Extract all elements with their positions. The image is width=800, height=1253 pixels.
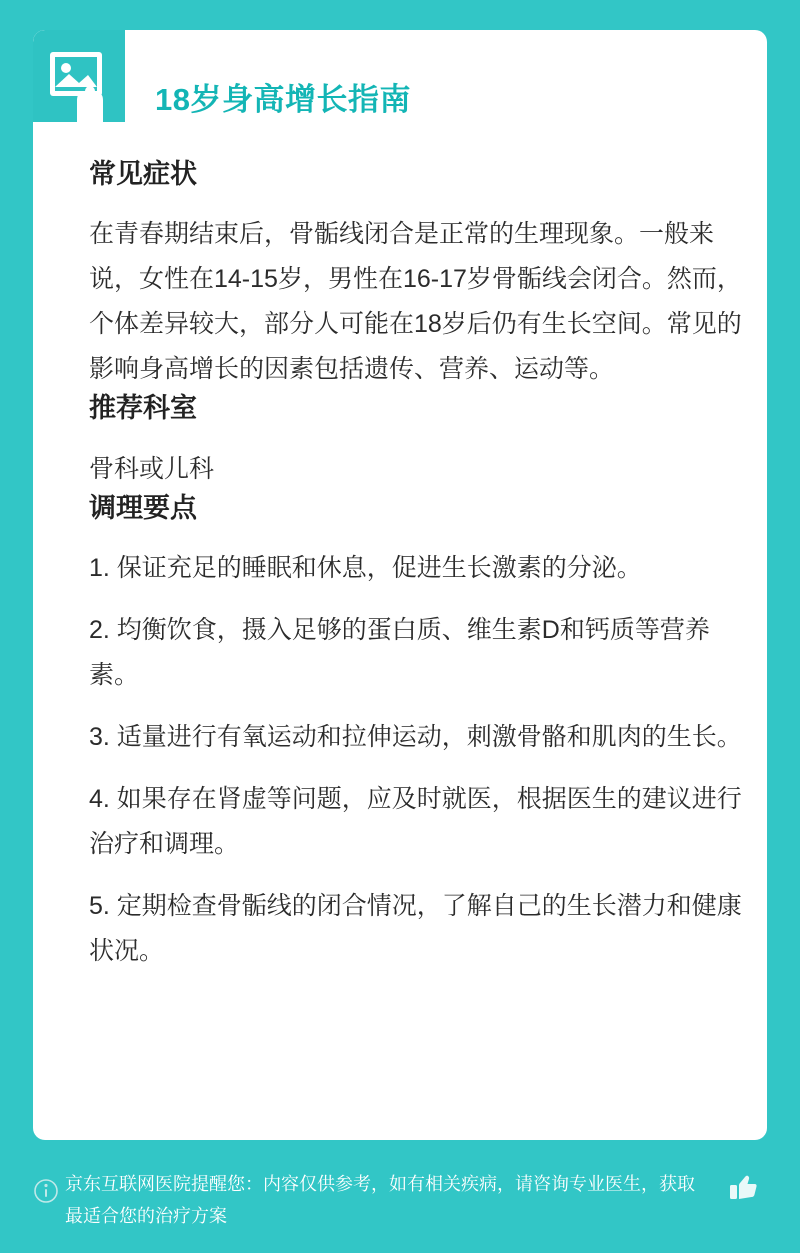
list-item: 5. 定期检查骨骺线的闭合情况，了解自己的生长潜力和健康状况。 [89,892,742,966]
section-heading-symptoms: 常见症状 [89,159,197,189]
list-item: 2. 均衡饮食，摄入足够的蛋白质、维生素D和钙质等营养素。 [89,616,710,690]
document-body [89,158,757,991]
care-points-list [89,546,757,974]
section-heading-department: 推荐科室 [89,393,197,424]
section-text-symptoms: 在青春期结束后，骨骺线闭合是正常的生理现象。一般来说，女性在14-15岁，男性在16-17岁骨骺线会闭合。然而，个体差异较大，部分人可能在18岁后仍有生长空间。常见的影响身高增长的因素包括遗传、营养、运动等。 [89,220,742,384]
footer-disclaimer [33,1160,767,1230]
footer-text: 京东互联网医院提醒您：内容仅供参考，如有相关疾病，请咨询专业医生，获取最适合您的治疗方案 [65,1174,695,1226]
document-image-icon [33,30,125,122]
list-item: 3. 适量进行有氧运动和拉伸运动，刺激骨骼和肌肉的生长。 [89,723,742,752]
list-item: 4. 如果存在肾虚等问题，应及时就医，根据医生的建议进行治疗和调理。 [89,785,742,859]
section-text-department: 骨科或儿科 [89,454,215,483]
info-circle-icon [33,1178,59,1204]
page-title: 18岁身高增长指南 [155,82,411,117]
content-card [33,30,767,1140]
section-heading-care-points: 调理要点 [89,492,197,523]
thumbs-up-icon[interactable] [727,1170,761,1204]
list-item: 1. 保证充足的睡眠和休息，促进生长激素的分泌。 [89,554,642,583]
